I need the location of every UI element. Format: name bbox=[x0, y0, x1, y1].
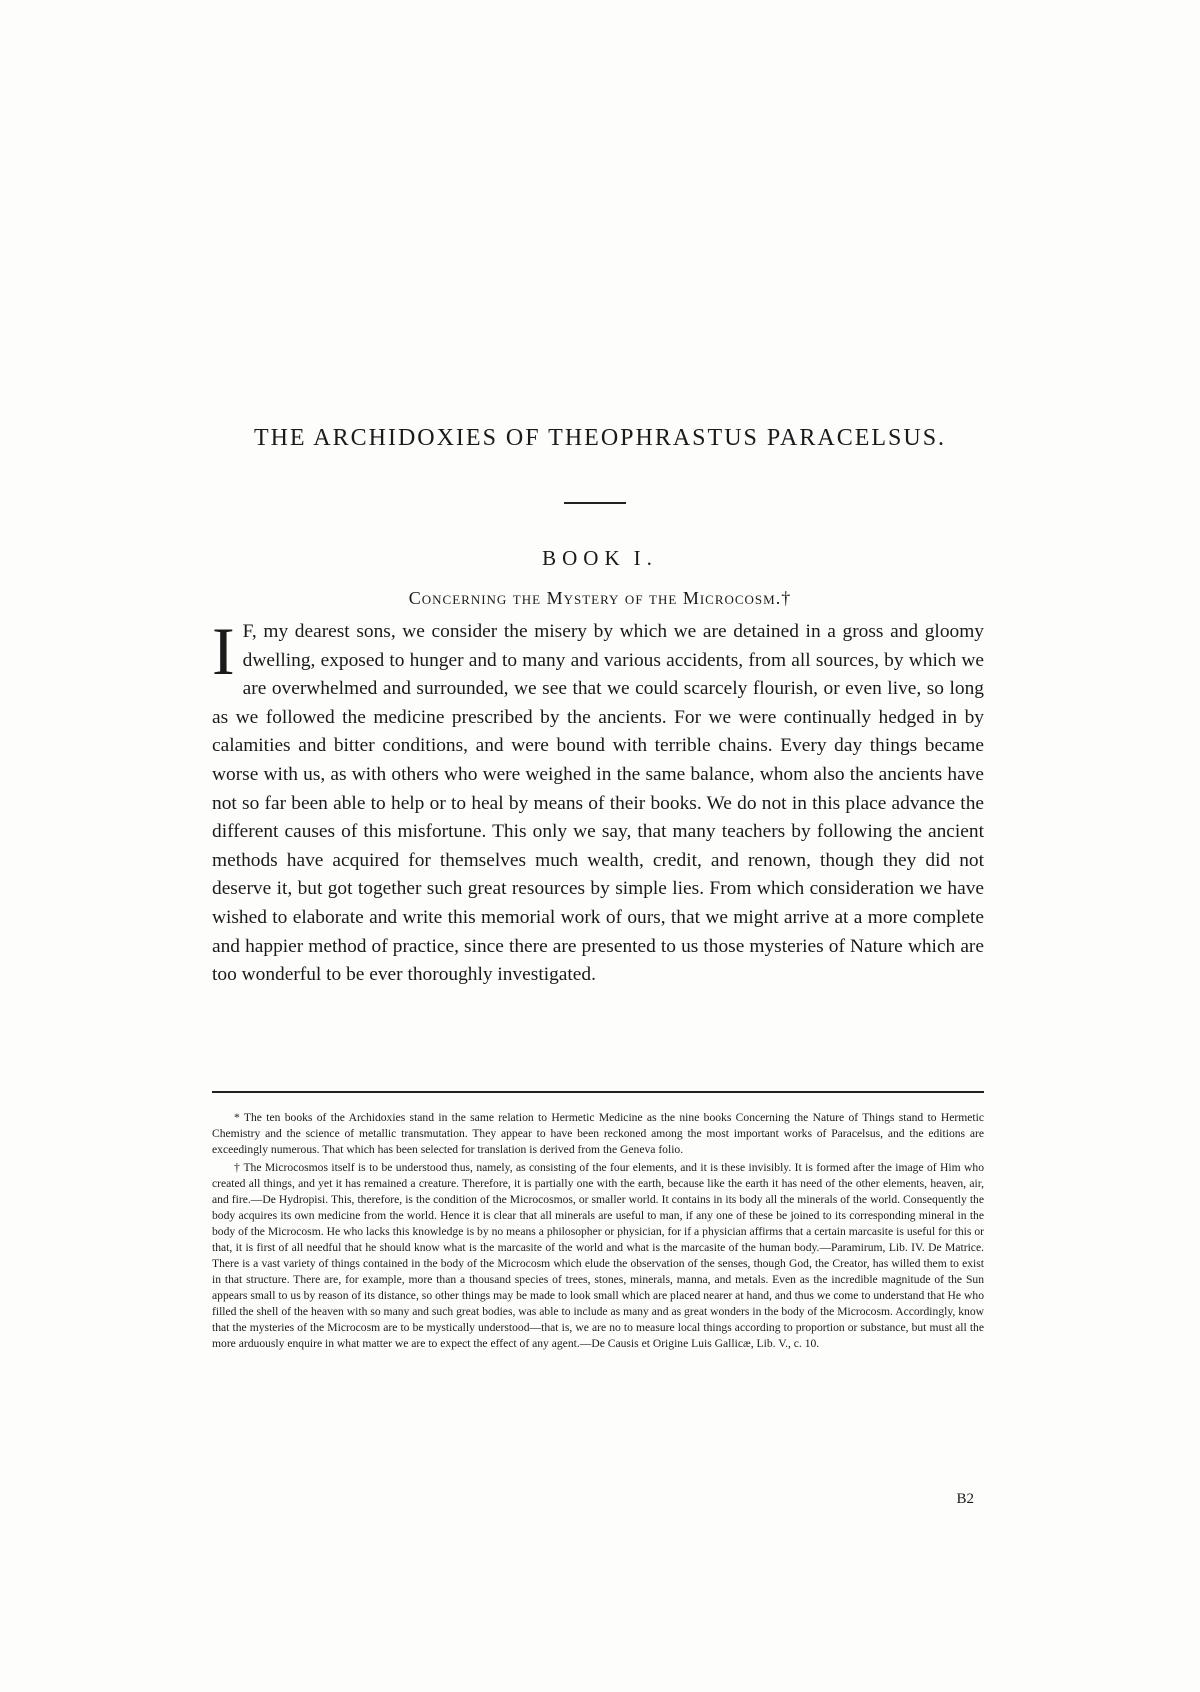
book-number: I. bbox=[633, 546, 658, 570]
drop-cap: I bbox=[212, 613, 235, 689]
footnote-separator bbox=[212, 1091, 984, 1093]
footnote-2: † The Microcosmos itself is to be understood thus, namely, as consisting of the four elements, and it is these invisibly. It is formed after the image of Him who created all things, and yet it has remained a creature. Therefore, it is partially one with the earth, because like the earth it has need of the other elements, heaven, air, and fire.—De Hydropisi. This, therefore, is the condition of the Microcosmos, or smaller world. It contains in its body all the minerals of the world. Consequently the body acquires its own medicine from the world. Hence it is clear that all minerals are useful to man, if any one of these be joined to its corresponding mineral in the body of the Microcosm. He who lacks this knowledge is by no means a philosopher or physician, for if a physician affirms that a certain marcasite is useful for this or that, it is first of all needful that he should know what is the marcasite of the world and what is the marcasite of the human body.—Paramirum, Lib. IV. De Matrice. There is a vast variety of things contained in the body of the Microcosm which elude the observation of the senses, though God, the Creator, has willed them to exist in that structure. There are, for example, more than a thousand species of trees, stones, minerals, manna, and metals. Even as the incredible magnitude of the Sun appears small to us by reason of its distance, so other things may be made to look small which are placed nearer at hand, and thus we come to understand that He who filled the shell of the heaven with so many and such great bodies, was able to include as many and as great wonders in the body of the Microcosm. Accordingly, know that the mysteries of the Microcosm are to be mystically understood—that is, we are no to measure local things according to proportion or substance, but must all the more arduously enquire in what matter we are to expect the effect of any agent.—De Causis et Origine Luis Gallicæ, Lib. V., c. 10. bbox=[212, 1161, 984, 1350]
body-text bbox=[212, 613, 984, 990]
book-label: BOOK bbox=[542, 546, 626, 570]
footnotes bbox=[212, 1110, 984, 1354]
signature-mark: B2 bbox=[956, 1491, 974, 1507]
footnote-1: * The ten books of the Archidoxies stand in the same relation to Hermetic Medicine as the nine books Concerning the Nature of Things stand to Hermetic Chemistry and the science of metallic transmutation. They appear to have been reckoned among the most important works of Paracelsus, and the editions are exceedingly numerous. That which has been selected for translation is derived from the Geneva folio. bbox=[212, 1111, 984, 1156]
chapter-title bbox=[0, 588, 1200, 609]
chapter-dagger: † bbox=[781, 588, 792, 608]
book-heading bbox=[0, 546, 1200, 571]
page-title: THE ARCHIDOXIES OF THEOPHRASTUS PARACELSUS. bbox=[253, 425, 947, 451]
chapter-title-text: Concerning the Mystery of the Microcosm. bbox=[408, 588, 782, 608]
title-rule bbox=[564, 502, 626, 504]
body-paragraph: F, my dearest sons, we consider the misery by which we are detained in a gross and gloomy dwelling, exposed to hunger and to many and various accidents, from all sources, by which we are overwhelmed and surrounded, we see that we could scarcely flourish, or even live, so long as we followed the medicine prescribed by the ancients. For we were continually hedged in by calamities and bitter conditions, and were bound with terrible chains. Every day things became worse with us, as with others who were weighed in the same balance, whom also the ancients have not so far been able to help or to heal by means of their books. We do not in this place advance the different causes of this misfortune. This only we say, that many teachers by following the ancient methods have acquired for themselves much wealth, credit, and renown, though they did not deserve it, but got together such great resources by simple lies. From which consideration we have wished to elaborate and write this memorial work of ours, that we might arrive at a more complete and happier method of practice, since there are presented to us those mysteries of Nature which are too wonderful to be ever thoroughly investigated. bbox=[212, 621, 984, 986]
